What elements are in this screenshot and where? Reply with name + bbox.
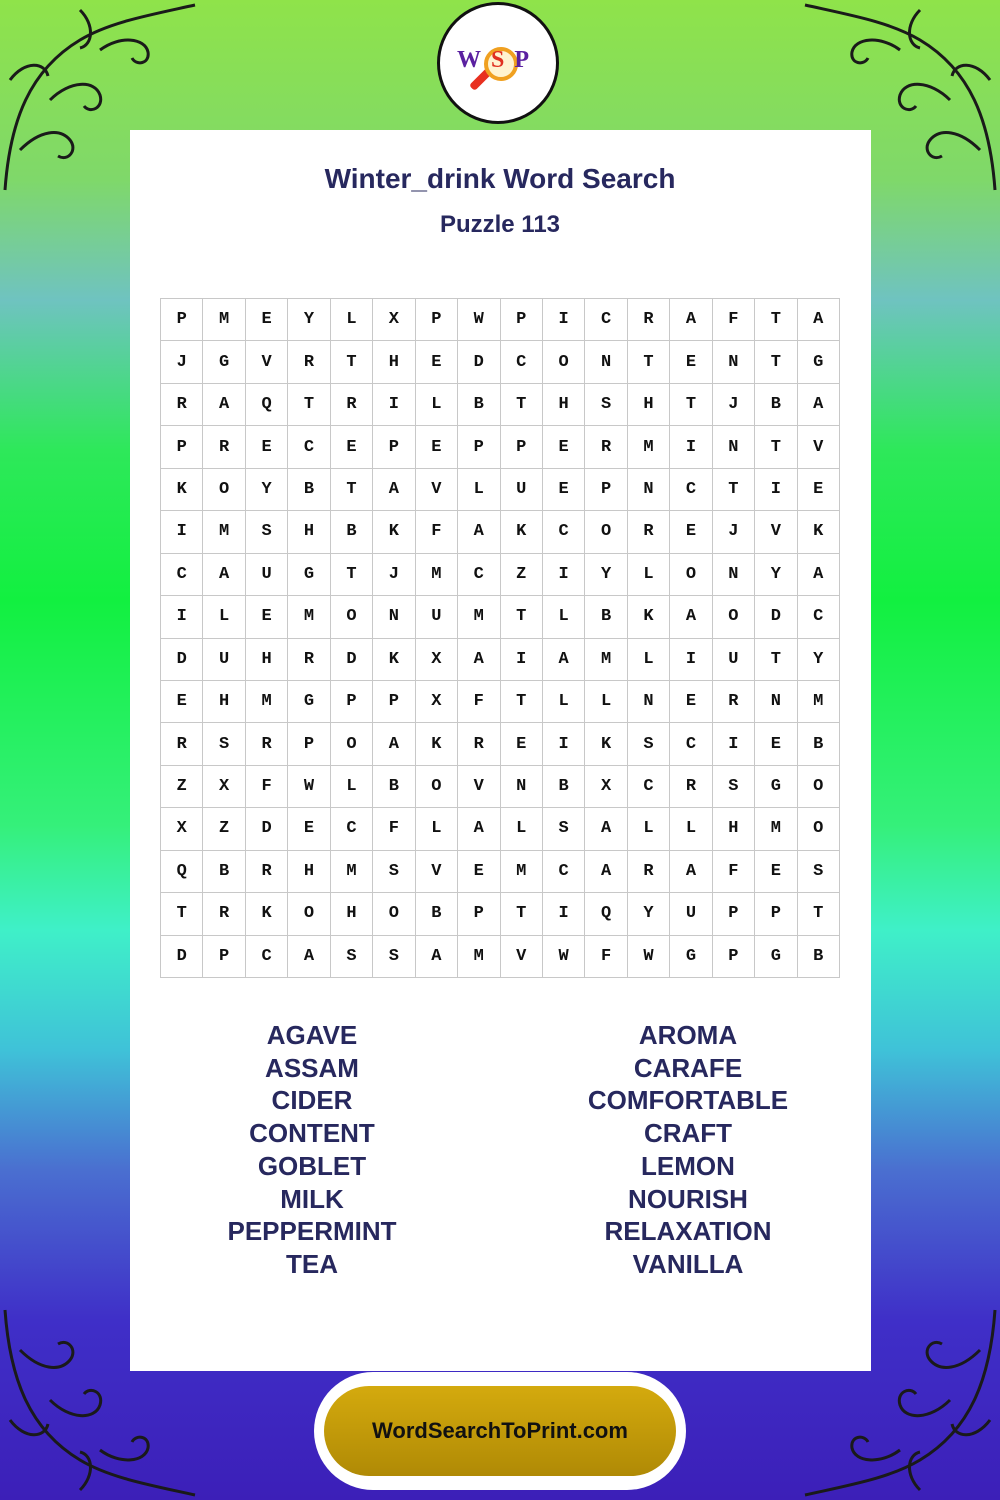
grid-cell[interactable]: L: [331, 299, 373, 341]
grid-cell[interactable]: T: [161, 893, 203, 935]
grid-cell[interactable]: O: [288, 893, 330, 935]
grid-cell[interactable]: B: [755, 384, 797, 426]
grid-cell[interactable]: Y: [246, 469, 288, 511]
grid-cell[interactable]: E: [543, 426, 585, 468]
grid-cell[interactable]: L: [331, 766, 373, 808]
word-list-item: AROMA: [638, 1020, 738, 1050]
word-list-right: [538, 1019, 838, 1281]
grid-cell[interactable]: C: [501, 341, 543, 383]
grid-cell[interactable]: B: [798, 936, 840, 978]
grid-cell[interactable]: Y: [585, 554, 627, 596]
grid-cell[interactable]: F: [713, 299, 755, 341]
grid-cell[interactable]: E: [161, 681, 203, 723]
grid-cell[interactable]: C: [543, 511, 585, 553]
grid-cell[interactable]: G: [203, 341, 245, 383]
grid-cell[interactable]: K: [416, 723, 458, 765]
grid-cell[interactable]: M: [331, 851, 373, 893]
grid-cell[interactable]: T: [288, 384, 330, 426]
grid-cell[interactable]: T: [713, 469, 755, 511]
grid-cell[interactable]: R: [161, 723, 203, 765]
grid-cell[interactable]: T: [331, 554, 373, 596]
grid-cell[interactable]: R: [585, 426, 627, 468]
grid-cell[interactable]: J: [713, 384, 755, 426]
grid-cell[interactable]: T: [501, 681, 543, 723]
grid-cell[interactable]: P: [501, 299, 543, 341]
grid-cell[interactable]: C: [585, 299, 627, 341]
grid-cell[interactable]: K: [373, 639, 415, 681]
grid-cell[interactable]: Y: [798, 639, 840, 681]
grid-cell[interactable]: W: [288, 766, 330, 808]
grid-cell[interactable]: S: [373, 936, 415, 978]
grid-cell[interactable]: T: [755, 299, 797, 341]
grid-cell[interactable]: R: [628, 299, 670, 341]
grid-cell[interactable]: K: [501, 511, 543, 553]
grid-cell[interactable]: G: [288, 681, 330, 723]
grid-cell[interactable]: C: [798, 596, 840, 638]
grid-cell[interactable]: V: [501, 936, 543, 978]
grid-cell[interactable]: M: [458, 596, 500, 638]
grid-cell[interactable]: B: [373, 766, 415, 808]
grid-cell[interactable]: P: [161, 299, 203, 341]
grid-cell[interactable]: E: [246, 596, 288, 638]
grid-cell[interactable]: D: [246, 808, 288, 850]
grid-cell[interactable]: I: [543, 893, 585, 935]
grid-cell[interactable]: L: [585, 681, 627, 723]
grid-cell[interactable]: B: [543, 766, 585, 808]
grid-cell[interactable]: T: [501, 893, 543, 935]
grid-cell[interactable]: U: [670, 893, 712, 935]
grid-cell[interactable]: C: [331, 808, 373, 850]
word-list-item: COMFORTABLE: [587, 1085, 789, 1116]
grid-cell[interactable]: Y: [288, 299, 330, 341]
grid-cell[interactable]: U: [713, 639, 755, 681]
grid-cell[interactable]: O: [203, 469, 245, 511]
grid-cell[interactable]: Q: [246, 384, 288, 426]
grid-cell[interactable]: M: [628, 426, 670, 468]
grid-cell[interactable]: A: [373, 723, 415, 765]
grid-cell[interactable]: R: [203, 893, 245, 935]
grid-cell[interactable]: A: [458, 511, 500, 553]
word-list-item: ASSAM: [265, 1052, 359, 1083]
grid-cell[interactable]: P: [161, 426, 203, 468]
grid-cell[interactable]: M: [798, 681, 840, 723]
grid-cell[interactable]: R: [713, 681, 755, 723]
grid-cell[interactable]: O: [670, 554, 712, 596]
grid-cell[interactable]: A: [798, 299, 840, 341]
grid-cell[interactable]: R: [288, 639, 330, 681]
grid-cell[interactable]: T: [670, 384, 712, 426]
grid-cell[interactable]: Z: [203, 808, 245, 850]
grid-cell[interactable]: R: [161, 384, 203, 426]
grid-cell[interactable]: A: [203, 554, 245, 596]
grid-cell[interactable]: E: [670, 341, 712, 383]
word-list-item: RELAXATION: [604, 1216, 772, 1247]
grid-cell[interactable]: B: [288, 469, 330, 511]
grid-cell[interactable]: P: [416, 299, 458, 341]
grid-cell[interactable]: P: [585, 469, 627, 511]
grid-cell[interactable]: A: [543, 639, 585, 681]
grid-cell[interactable]: A: [373, 469, 415, 511]
grid-cell[interactable]: L: [670, 808, 712, 850]
grid-cell[interactable]: P: [373, 681, 415, 723]
grid-cell[interactable]: N: [713, 554, 755, 596]
grid-cell[interactable]: K: [628, 596, 670, 638]
grid-cell[interactable]: Z: [161, 766, 203, 808]
grid-cell[interactable]: G: [670, 936, 712, 978]
grid-cell[interactable]: P: [713, 893, 755, 935]
grid-cell[interactable]: P: [373, 426, 415, 468]
grid-cell[interactable]: N: [713, 426, 755, 468]
grid-cell[interactable]: V: [416, 851, 458, 893]
grid-cell[interactable]: A: [458, 639, 500, 681]
grid-cell[interactable]: S: [798, 851, 840, 893]
grid-cell[interactable]: S: [203, 723, 245, 765]
wsp-logo[interactable]: [437, 2, 559, 124]
grid-cell[interactable]: F: [416, 511, 458, 553]
grid-cell[interactable]: R: [288, 341, 330, 383]
grid-cell[interactable]: I: [543, 299, 585, 341]
grid-cell[interactable]: G: [288, 554, 330, 596]
grid-cell[interactable]: Z: [501, 554, 543, 596]
grid-cell[interactable]: Q: [161, 851, 203, 893]
grid-cell[interactable]: T: [755, 426, 797, 468]
grid-cell[interactable]: S: [585, 384, 627, 426]
grid-cell[interactable]: E: [331, 426, 373, 468]
grid-cell[interactable]: H: [246, 639, 288, 681]
grid-cell[interactable]: E: [246, 299, 288, 341]
grid-cell[interactable]: E: [798, 469, 840, 511]
grid-cell[interactable]: K: [373, 511, 415, 553]
grid-cell[interactable]: O: [331, 596, 373, 638]
grid-cell[interactable]: B: [458, 384, 500, 426]
logo-letters: [457, 47, 539, 74]
grid-cell[interactable]: L: [203, 596, 245, 638]
grid-cell[interactable]: C: [161, 554, 203, 596]
grid-cell[interactable]: R: [246, 851, 288, 893]
grid-cell[interactable]: C: [246, 936, 288, 978]
grid-cell[interactable]: L: [458, 469, 500, 511]
grid-cell[interactable]: N: [373, 596, 415, 638]
grid-cell[interactable]: T: [755, 341, 797, 383]
grid-cell[interactable]: K: [246, 893, 288, 935]
grid-cell[interactable]: A: [585, 808, 627, 850]
grid-cell[interactable]: D: [161, 639, 203, 681]
site-link-button[interactable]: [314, 1372, 686, 1490]
grid-cell[interactable]: X: [373, 299, 415, 341]
grid-cell[interactable]: D: [161, 936, 203, 978]
grid-cell[interactable]: P: [755, 893, 797, 935]
grid-cell[interactable]: M: [203, 511, 245, 553]
grid-cell[interactable]: M: [203, 299, 245, 341]
grid-cell[interactable]: N: [585, 341, 627, 383]
grid-cell[interactable]: J: [373, 554, 415, 596]
grid-cell[interactable]: X: [585, 766, 627, 808]
word-list-item: LEMON: [641, 1150, 735, 1181]
grid-cell[interactable]: P: [458, 426, 500, 468]
grid-cell[interactable]: L: [501, 808, 543, 850]
grid-cell[interactable]: M: [288, 596, 330, 638]
word-list-item: MILK: [280, 1183, 344, 1214]
grid-cell[interactable]: W: [543, 936, 585, 978]
grid-cell[interactable]: G: [755, 766, 797, 808]
logo-letter: P: [514, 46, 540, 73]
grid-cell[interactable]: X: [161, 808, 203, 850]
grid-cell[interactable]: U: [416, 596, 458, 638]
grid-cell[interactable]: E: [288, 808, 330, 850]
grid-cell[interactable]: R: [458, 723, 500, 765]
grid-cell[interactable]: T: [798, 893, 840, 935]
word-list-left: [162, 1019, 462, 1281]
grid-cell[interactable]: D: [331, 639, 373, 681]
grid-cell[interactable]: L: [543, 596, 585, 638]
grid-cell[interactable]: A: [288, 936, 330, 978]
grid-cell[interactable]: C: [670, 469, 712, 511]
grid-cell[interactable]: X: [203, 766, 245, 808]
grid-cell[interactable]: L: [628, 639, 670, 681]
grid-cell[interactable]: E: [458, 851, 500, 893]
grid-cell[interactable]: U: [501, 469, 543, 511]
grid-cell[interactable]: B: [331, 511, 373, 553]
grid-cell[interactable]: I: [543, 554, 585, 596]
page-title: Winter_drink Word Search: [324, 163, 676, 194]
grid-cell[interactable]: O: [416, 766, 458, 808]
grid-cell[interactable]: V: [755, 511, 797, 553]
grid-cell[interactable]: R: [628, 851, 670, 893]
grid-cell[interactable]: E: [670, 511, 712, 553]
grid-cell[interactable]: H: [628, 384, 670, 426]
grid-cell[interactable]: O: [798, 808, 840, 850]
word-list-item: TEA: [286, 1248, 338, 1279]
grid-cell[interactable]: W: [458, 299, 500, 341]
grid-cell[interactable]: Q: [585, 893, 627, 935]
grid-cell[interactable]: I: [373, 384, 415, 426]
grid-cell[interactable]: N: [755, 681, 797, 723]
grid-cell[interactable]: E: [543, 469, 585, 511]
grid-cell[interactable]: V: [458, 766, 500, 808]
grid-cell[interactable]: A: [798, 384, 840, 426]
grid-cell[interactable]: B: [416, 893, 458, 935]
grid-cell[interactable]: R: [246, 723, 288, 765]
grid-cell[interactable]: P: [501, 426, 543, 468]
grid-cell[interactable]: V: [416, 469, 458, 511]
grid-cell[interactable]: O: [585, 511, 627, 553]
grid-cell[interactable]: T: [331, 469, 373, 511]
grid-cell[interactable]: O: [331, 723, 373, 765]
grid-cell[interactable]: B: [798, 723, 840, 765]
grid-cell[interactable]: T: [501, 384, 543, 426]
grid-cell[interactable]: M: [755, 808, 797, 850]
grid-cell[interactable]: I: [670, 426, 712, 468]
grid-cell[interactable]: P: [458, 893, 500, 935]
grid-cell[interactable]: A: [203, 384, 245, 426]
grid-cell[interactable]: E: [755, 851, 797, 893]
grid-cell[interactable]: F: [713, 851, 755, 893]
grid-cell[interactable]: P: [331, 681, 373, 723]
grid-cell[interactable]: A: [670, 851, 712, 893]
grid-cell[interactable]: D: [755, 596, 797, 638]
grid-cell[interactable]: S: [246, 511, 288, 553]
letter-grid: [160, 298, 840, 978]
grid-cell[interactable]: S: [713, 766, 755, 808]
logo-letter: S: [490, 46, 515, 73]
grid-cell[interactable]: E: [670, 681, 712, 723]
grid-cell[interactable]: G: [798, 341, 840, 383]
grid-cell[interactable]: O: [543, 341, 585, 383]
grid-cell[interactable]: H: [373, 341, 415, 383]
grid-cell[interactable]: M: [458, 936, 500, 978]
grid-cell[interactable]: S: [331, 936, 373, 978]
grid-cell[interactable]: N: [713, 341, 755, 383]
grid-cell[interactable]: I: [501, 639, 543, 681]
grid-cell[interactable]: T: [501, 596, 543, 638]
grid-cell[interactable]: L: [416, 808, 458, 850]
word-list-item: CARAFE: [633, 1052, 743, 1083]
grid-cell[interactable]: T: [331, 341, 373, 383]
grid-cell[interactable]: I: [670, 639, 712, 681]
grid-cell[interactable]: H: [288, 511, 330, 553]
grid-cell[interactable]: T: [628, 341, 670, 383]
grid-cell[interactable]: S: [373, 851, 415, 893]
grid-cell[interactable]: H: [543, 384, 585, 426]
grid-cell[interactable]: H: [331, 893, 373, 935]
grid-cell[interactable]: P: [203, 936, 245, 978]
grid-cell[interactable]: F: [373, 808, 415, 850]
grid-cell[interactable]: I: [543, 723, 585, 765]
grid-cell[interactable]: R: [331, 384, 373, 426]
grid-cell[interactable]: W: [628, 936, 670, 978]
word-list-item: CIDER: [271, 1085, 353, 1116]
grid-cell[interactable]: K: [585, 723, 627, 765]
grid-cell[interactable]: P: [713, 936, 755, 978]
grid-cell[interactable]: J: [161, 341, 203, 383]
grid-cell[interactable]: L: [543, 681, 585, 723]
grid-cell[interactable]: D: [458, 341, 500, 383]
grid-cell[interactable]: I: [161, 511, 203, 553]
puzzle-number: Puzzle 113: [439, 211, 561, 238]
grid-cell[interactable]: V: [798, 426, 840, 468]
grid-cell[interactable]: J: [713, 511, 755, 553]
grid-cell[interactable]: K: [798, 511, 840, 553]
grid-cell[interactable]: C: [543, 851, 585, 893]
grid-cell[interactable]: S: [628, 723, 670, 765]
grid-cell[interactable]: H: [288, 851, 330, 893]
grid-cell[interactable]: E: [501, 723, 543, 765]
grid-cell[interactable]: O: [713, 596, 755, 638]
grid-cell[interactable]: F: [458, 681, 500, 723]
grid-cell[interactable]: K: [161, 469, 203, 511]
grid-cell[interactable]: S: [543, 808, 585, 850]
grid-cell[interactable]: H: [203, 681, 245, 723]
grid-cell[interactable]: C: [628, 766, 670, 808]
grid-cell[interactable]: A: [670, 596, 712, 638]
grid-cell[interactable]: U: [246, 554, 288, 596]
grid-cell[interactable]: A: [585, 851, 627, 893]
grid-cell[interactable]: Y: [755, 554, 797, 596]
word-list-item: PEPPERMINT: [227, 1216, 397, 1247]
grid-cell[interactable]: A: [458, 808, 500, 850]
grid-cell[interactable]: R: [203, 426, 245, 468]
grid-cell[interactable]: N: [628, 469, 670, 511]
word-list-item: NOURISH: [628, 1183, 748, 1214]
grid-cell[interactable]: A: [416, 936, 458, 978]
grid-cell[interactable]: N: [628, 681, 670, 723]
grid-cell[interactable]: T: [755, 639, 797, 681]
word-list-item: VANILLA: [632, 1248, 744, 1279]
grid-cell[interactable]: M: [246, 681, 288, 723]
grid-cell[interactable]: V: [246, 341, 288, 383]
grid-cell[interactable]: A: [798, 554, 840, 596]
grid-cell[interactable]: E: [246, 426, 288, 468]
grid-cell[interactable]: E: [416, 426, 458, 468]
site-link-label: WordSearchToPrint.com: [324, 1386, 676, 1476]
grid-cell[interactable]: N: [501, 766, 543, 808]
word-list-item: GOBLET: [257, 1150, 367, 1181]
grid-cell[interactable]: C: [670, 723, 712, 765]
grid-cell[interactable]: L: [628, 808, 670, 850]
grid-cell[interactable]: C: [458, 554, 500, 596]
grid-cell[interactable]: R: [670, 766, 712, 808]
grid-cell[interactable]: F: [585, 936, 627, 978]
word-list-item: CONTENT: [249, 1118, 375, 1149]
grid-cell[interactable]: I: [161, 596, 203, 638]
logo-letter: W: [456, 46, 491, 73]
grid-cell[interactable]: L: [416, 384, 458, 426]
grid-cell[interactable]: E: [755, 723, 797, 765]
grid-cell[interactable]: A: [670, 299, 712, 341]
word-list-item: CRAFT: [643, 1118, 733, 1149]
grid-cell[interactable]: X: [416, 681, 458, 723]
word-list-item: AGAVE: [266, 1020, 358, 1050]
grid-cell[interactable]: P: [288, 723, 330, 765]
grid-cell[interactable]: X: [416, 639, 458, 681]
grid-cell[interactable]: Y: [628, 893, 670, 935]
grid-cell[interactable]: G: [755, 936, 797, 978]
grid-cell[interactable]: I: [755, 469, 797, 511]
grid-cell[interactable]: B: [203, 851, 245, 893]
grid-cell[interactable]: B: [585, 596, 627, 638]
grid-cell[interactable]: F: [246, 766, 288, 808]
grid-cell[interactable]: E: [416, 341, 458, 383]
grid-cell[interactable]: L: [628, 554, 670, 596]
grid-cell[interactable]: O: [798, 766, 840, 808]
grid-cell[interactable]: C: [288, 426, 330, 468]
grid-cell[interactable]: O: [373, 893, 415, 935]
grid-cell[interactable]: H: [713, 808, 755, 850]
grid-cell[interactable]: R: [628, 511, 670, 553]
grid-cell[interactable]: M: [501, 851, 543, 893]
grid-cell[interactable]: U: [203, 639, 245, 681]
grid-cell[interactable]: M: [585, 639, 627, 681]
grid-cell[interactable]: I: [713, 723, 755, 765]
grid-cell[interactable]: M: [416, 554, 458, 596]
